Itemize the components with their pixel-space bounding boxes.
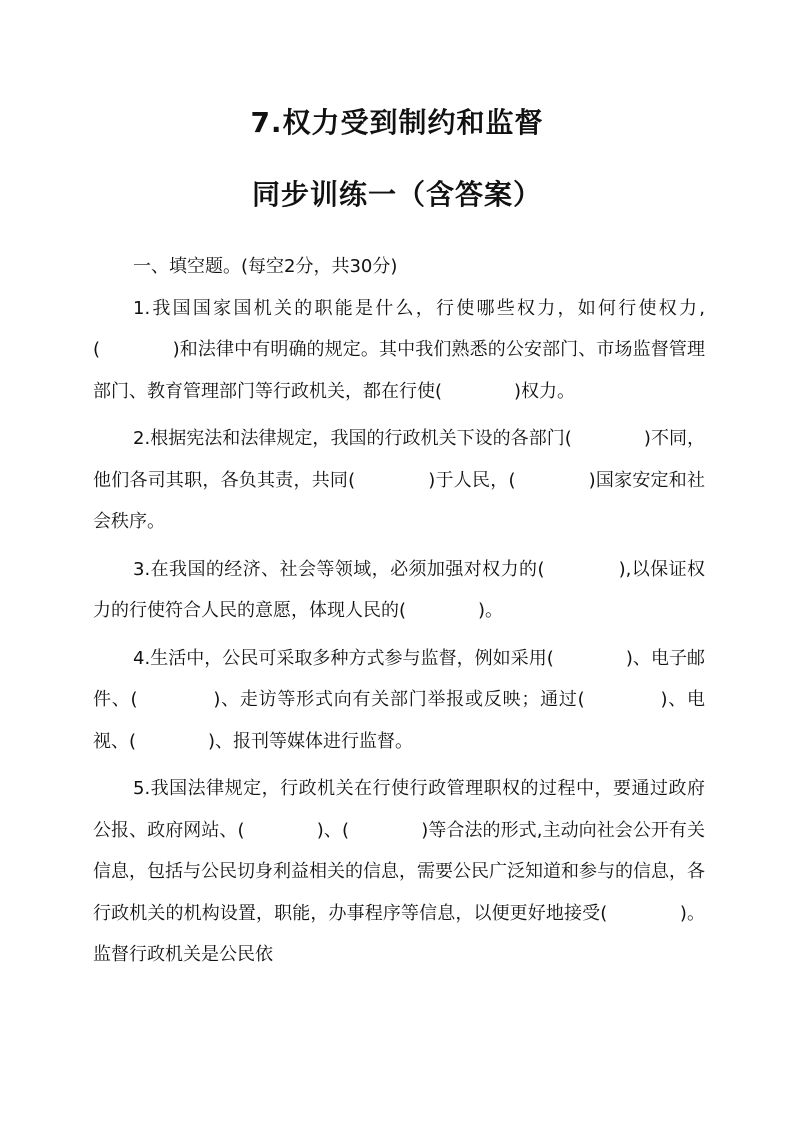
document-title-line-1: 7.权力受到制约和监督 — [250, 106, 544, 139]
question-5: 5.我国法律规定，行政机关在行使行政管理职权的过程中，要通过政府公报、政府网站、( )、( )等合法的形式,主动向社会公开有关信息，包括与公民切身利益相关的信息，需要公民广泛知道和参与的信息，各行政机关的机构设置，职能，办事程序等信息，以便更好地接受( )。监督行政机关是公民依 — [93, 778, 705, 965]
document-title-line-2: 同步训练一（含答案） — [251, 178, 542, 211]
question-3: 3.在我国的经济、社会等领域，必须加强对权力的( ),以保证权力的行使符合人民的意愿，体现人民的( )。 — [93, 558, 705, 621]
section-heading: 一、填空题。(每空2分，共30分) — [133, 256, 398, 277]
question-4: 4.生活中，公民可采取多种方式参与监督，例如采用( )、电子邮件、( )、走访等形式向有关部门举报或反映；通过( )、电视、( )、报刊等媒体进行监督。 — [93, 647, 705, 752]
document-content — [93, 246, 705, 976]
question-2: 2.根据宪法和法律规定，我国的行政机关下设的各部门( )不同，他们各司其职，各负其责，共同( )于人民，( )国家安定和社会秩序。 — [93, 428, 705, 532]
question-1: 1.我国国家国机关的职能是什么，行使哪些权力，如何行使权力,( )和法律中有明确的规定。其中我们熟悉的公安部门、市场监督管理部门、教育管理部门等行政机关，都在行使( )权力。 — [93, 297, 705, 402]
